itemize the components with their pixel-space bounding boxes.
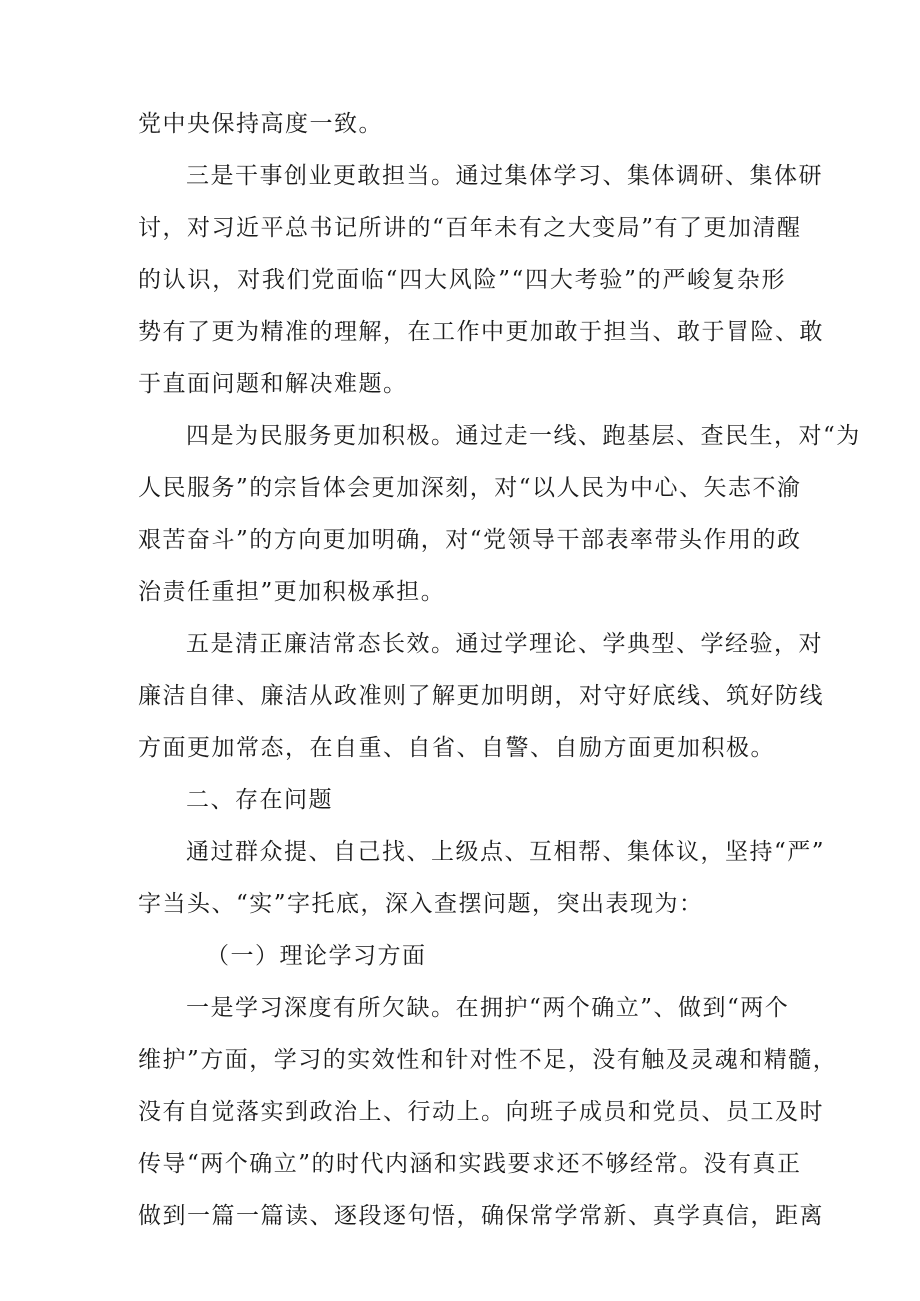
text-line-12: 廉洁自律、廉洁从政准则了解更加明朗，对守好底线、筑好防线 bbox=[138, 683, 824, 709]
text-line-15: 通过群众提、自己找、上级点、互相帮、集体议，坚持“严” bbox=[186, 839, 826, 865]
text-line-22: 做到一篇一篇读、逐段逐句悟，确保常学常新、真学真信，距离 bbox=[138, 1203, 824, 1229]
text-line-2: 三是干事创业更敢担当。通过集体学习、集体调研、集体研 bbox=[186, 163, 823, 189]
text-line-4: 的认识，对我们党面临“四大风险”“四大考验”的严峻复杂形 bbox=[138, 267, 786, 293]
subsection-heading-theory: （一）理论学习方面 bbox=[206, 943, 427, 969]
text-line-11: 五是清正廉洁常态长效。通过学理论、学典型、学经验，对 bbox=[186, 631, 823, 657]
text-line-6: 于直面问题和解决难题。 bbox=[138, 371, 408, 397]
text-line-19: 维护”方面，学习的实效性和针对性不足，没有触及灵魂和精髓， bbox=[138, 1047, 838, 1073]
text-line-21: 传导“两个确立”的时代内涵和实践要求还不够经常。没有真正 bbox=[138, 1151, 802, 1177]
text-line-7: 四是为民服务更加积极。通过走一线、跑基层、查民生，对“为 bbox=[186, 423, 861, 449]
text-line-5: 势有了更为精准的理解，在工作中更加敢于担当、敢于冒险、敢 bbox=[138, 319, 824, 345]
section-heading-problems: 二、存在问题 bbox=[186, 787, 333, 813]
text-line-18: 一是学习深度有所欠缺。在拥护“两个确立”、做到“两个 bbox=[186, 995, 790, 1021]
text-line-16: 字当头、“实”字托底，深入查摆问题，突出表现为： bbox=[138, 891, 704, 917]
text-line-20: 没有自觉落实到政治上、行动上。向班子成员和党员、员工及时 bbox=[138, 1099, 824, 1125]
text-line-13: 方面更加常态，在自重、自省、自警、自励方面更加积极。 bbox=[138, 735, 775, 761]
text-line-9: 艰苦奋斗”的方向更加明确，对“党领导干部表率带头作用的政 bbox=[138, 527, 802, 553]
text-line-10: 治责任重担”更加积极承担。 bbox=[138, 579, 446, 605]
text-line-3: 讨，对习近平总书记所讲的“百年未有之大变局”有了更加清醒 bbox=[138, 215, 802, 241]
text-line-8: 人民服务”的宗旨体会更加深刻，对“以人民为中心、矢志不渝 bbox=[138, 475, 802, 501]
text-line-1: 党中央保持高度一致。 bbox=[138, 111, 383, 137]
